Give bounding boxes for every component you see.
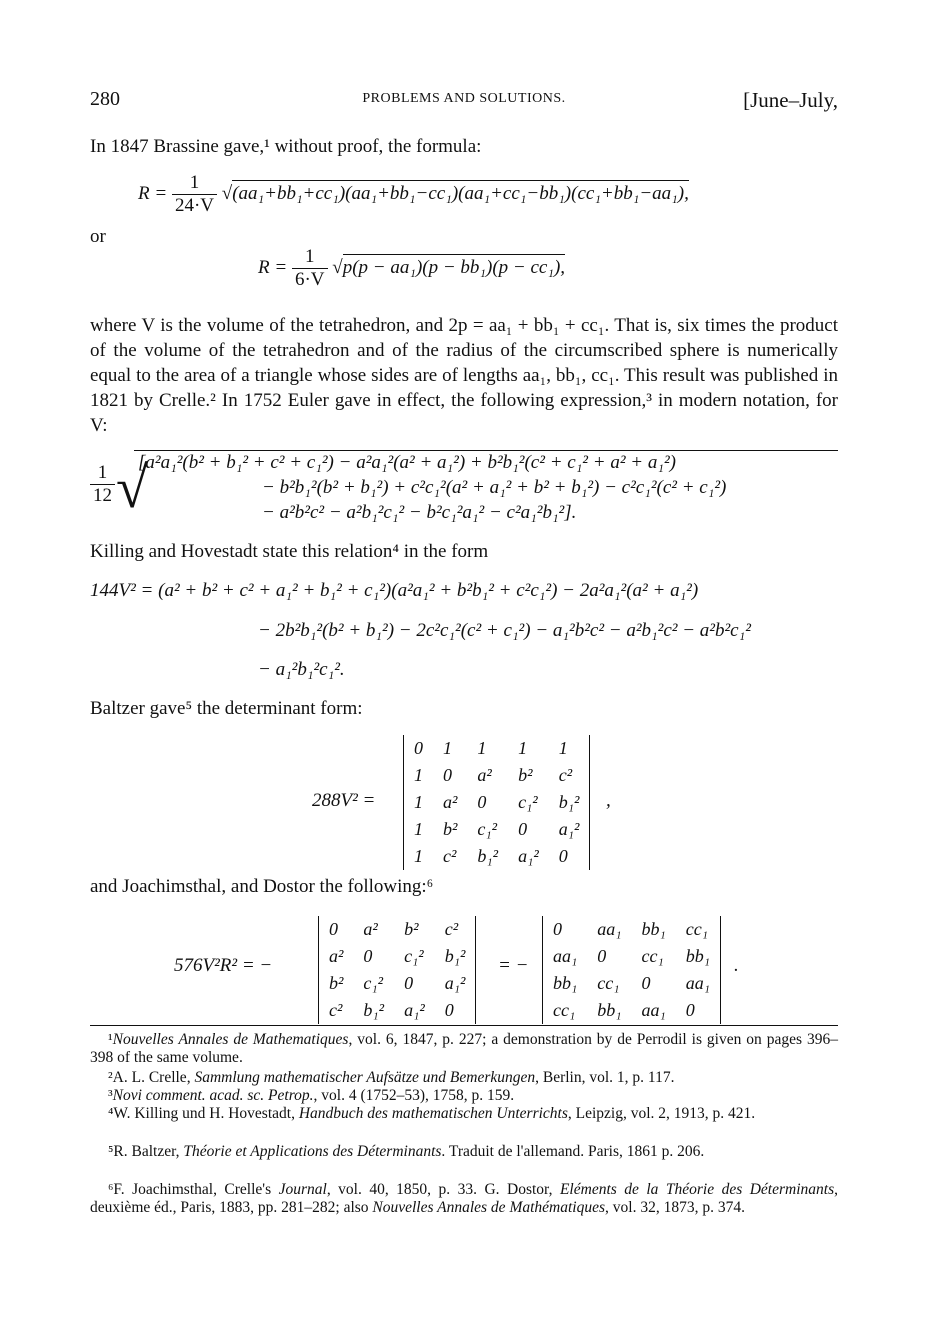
matrix-row [543,970,720,997]
footnote-5: ⁵R. Baltzer, Théorie et Applications des Déterminants. Traduit de l'allemand. Paris, 1861 p. 206. [108,1143,705,1160]
matrix-row [319,970,475,997]
matrix-cell: 0 [414,738,423,758]
footnote-3: ³Novi comment. acad. sc. Petrop., vol. 4 (1752–53), 1758, p. 159. [108,1087,515,1104]
matrix-cell: b² [404,919,419,939]
matrix-cell: 1 [414,765,423,785]
formula-lhs: R = [138,182,168,204]
determinant-products [542,916,721,1024]
killing-intro: Killing and Hovestadt state this relation⁴ in the form [90,541,489,562]
matrix-cell: 0 [685,1000,695,1020]
matrix-cell: a₁² [444,973,466,993]
formula-euler [90,450,838,530]
killing-line-1: 144V² = (a² + b² + c² + a₁² + b₁² + c₁²)(a²a₁² + b²b₁² + c²c₁²) − 2a²a₁²(a² + a₁²) [90,580,699,601]
footnote-2: ²A. L. Crelle, Sammlung mathematischer Aufsätze und Bemerkungen, Berlin, vol. 1, p. 117. [108,1069,675,1086]
matrix-cell: c² [558,765,573,785]
matrix-cell: bb₁ [641,919,666,939]
matrix-cell: a₁² [518,846,539,866]
paragraph-volume: where V is the volume of the tetrahedron, and 2p = aa₁ + bb₁ + cc₁. That is, six times the product of the volume of the tetrahedron and of the radius of the circumscribed sphere is numerically equal to the area of a triangle whose sides are of lengths aa₁, bb₁, cc₁. This result was published in 1821 by Crelle.² In 1752 Euler gave in effect, the following expression,³ in modern notation, for V: [90,315,838,436]
radicand: (aa₁+bb₁+cc₁)(aa₁+bb₁−cc₁)(aa₁+cc₁−bb₁)(cc₁+bb₁−aa₁), [232,180,689,204]
formula-fraction [90,462,115,507]
matrix-row [543,997,720,1024]
matrix-row [319,943,475,970]
matrix-cell: 0 [404,973,414,993]
footnote-6: ⁶F. Joachimsthal, Crelle's Journal, vol. 40, 1850, p. 33. G. Dostor, Eléments de la Théorie des Déterminants, deuxième éd., Paris, 1883, pp. 281–282; also Nouvelles Annales de Mathématiques, vol. 32, 1873, p. 374. [90,1181,838,1216]
matrix-cell: 0 [553,919,562,939]
matrix-cell: 0 [363,946,373,966]
formula-brassine-2 [258,246,565,291]
matrix-cell: a² [443,792,458,812]
matrix-cell: b² [443,819,458,839]
matrix-cell: 0 [558,846,568,866]
matrix-cell: 0 [641,973,651,993]
matrix-cell: 0 [444,1000,454,1020]
matrix-cell: 0 [329,919,338,939]
page-number: 280 [90,88,120,110]
equals-minus: = − [498,955,529,976]
baltzer-lhs: 288V² = [312,790,376,811]
fraction-numerator: 1 [90,462,115,485]
matrix-cell: a² [363,919,378,939]
fraction-denominator: 12 [93,485,112,506]
matrix-cell: 1 [477,738,487,758]
matrix-cell: cc₁ [641,946,664,966]
matrix-cell: c₁² [477,819,498,839]
matrix-row [543,916,720,943]
matrix-cell: b² [518,765,533,785]
matrix-cell: c² [443,846,457,866]
matrix-cell: 0 [443,765,452,785]
matrix-row [319,916,475,943]
running-title: PROBLEMS AND SOLUTIONS. [362,91,566,106]
running-header [90,88,838,118]
matrix-cell: 0 [518,819,528,839]
matrix-cell: aa₁ [641,1000,666,1020]
euler-line-3: − a²b²c² − a²b₁²c₁² − b²c₁²a₁² − c²a₁²b₁²]. [262,502,577,523]
matrix-cell: 1 [443,738,452,758]
matrix-cell: c₁² [404,946,424,966]
matrix-row [404,789,589,816]
fraction-denominator: 24·V [174,195,214,216]
issue-date: [June–July, [743,88,838,112]
killing-line-2: − 2b²b₁²(b² + b₁²) − 2c²c₁²(c² + c₁²) − a₁²b²c² − a²b₁²c² − a²b²c₁² [258,620,751,641]
footnote-1: ¹Nouvelles Annales de Mathematiques, vol. 6, 1847, p. 227; a demonstration by de Perrodil is given on pages 396–398 of the same volume. [90,1031,838,1066]
matrix-cell: 1 [414,792,423,812]
matrix-cell: a² [477,765,492,785]
matrix-cell: b² [329,973,344,993]
fraction-numerator: 1 [172,172,217,195]
footnote-rule [90,1025,838,1026]
matrix-row [404,762,589,789]
matrix-cell: b₁² [444,946,466,966]
formula-brassine-1 [138,172,689,217]
sqrt-icon: √ [332,256,343,278]
matrix-cell: c² [329,1000,343,1020]
matrix-cell: bb₁ [597,1000,622,1020]
matrix-cell: cc₁ [597,973,620,993]
matrix-cell: c² [444,919,459,939]
matrix-cell: cc₁ [685,919,709,939]
intro-text: In 1847 Brassine gave,¹ without proof, the formula: [90,136,482,157]
matrix-cell: 1 [414,846,423,866]
matrix-row [319,997,475,1024]
baltzer-comma: , [606,790,611,811]
matrix-row [543,943,720,970]
matrix-cell: c₁² [363,973,384,993]
matrix-row [404,735,589,762]
sqrt-icon: √ [116,455,148,520]
matrix-cell: b₁² [477,846,499,866]
matrix-cell: aa₁ [553,946,578,966]
formula-fraction [172,172,217,217]
or-text: or [90,226,106,247]
matrix-cell: 1 [414,819,423,839]
matrix-cell: 1 [518,738,528,758]
radical-bar [134,450,838,451]
matrix-cell: 1 [558,738,568,758]
baltzer-intro: Baltzer gave⁵ the determinant form: [90,698,363,719]
matrix-cell: c₁² [518,792,538,812]
footnote-4: ⁴W. Killing und H. Hovestadt, Handbuch des mathematischen Unterrichts, Leipzig, vol. 2, 1913, p. 421. [108,1105,756,1122]
matrix-cell: 0 [477,792,487,812]
euler-line-1: [a²a₁²(b² + b₁² + c² + c₁²) − a²a₁²(a² + a₁²) + b²b₁²(c² + c₁² + a² + a₁²) [138,452,676,473]
sqrt-icon: √ [221,182,233,204]
joachimsthal-period: . [734,955,739,976]
matrix-row [404,843,589,870]
matrix-cell: a² [329,946,344,966]
matrix-cell: aa₁ [685,973,711,993]
matrix-cell: b₁² [558,792,580,812]
matrix-cell: bb₁ [553,973,578,993]
formula-lhs: R = [258,256,288,278]
matrix-cell: a₁² [558,819,580,839]
matrix-cell: 0 [597,946,607,966]
determinant-squares [318,916,476,1024]
matrix-cell: aa₁ [597,919,622,939]
matrix-cell: b₁² [363,1000,385,1020]
matrix-row [404,816,589,843]
fraction-denominator: 6·V [294,269,325,290]
euler-line-2: − b²b₁²(b² + b₁²) + c²c₁²(a² + a₁² + b² + b₁²) − c²c₁²(c² + c₁²) [262,477,727,498]
joachimsthal-lhs: 576V²R² = − [174,955,273,976]
radicand: p(p − aa₁)(p − bb₁)(p − cc₁), [343,254,565,278]
fraction-numerator: 1 [292,246,328,269]
matrix-cell: cc₁ [553,1000,576,1020]
killing-line-3: − a₁²b₁²c₁². [258,659,345,680]
matrix-cell: a₁² [404,1000,425,1020]
baltzer-determinant [403,735,590,870]
matrix-cell: bb₁ [685,946,711,966]
formula-fraction [292,246,328,291]
joachimsthal-intro: and Joachimsthal, and Dostor the following:⁶ [90,876,434,897]
